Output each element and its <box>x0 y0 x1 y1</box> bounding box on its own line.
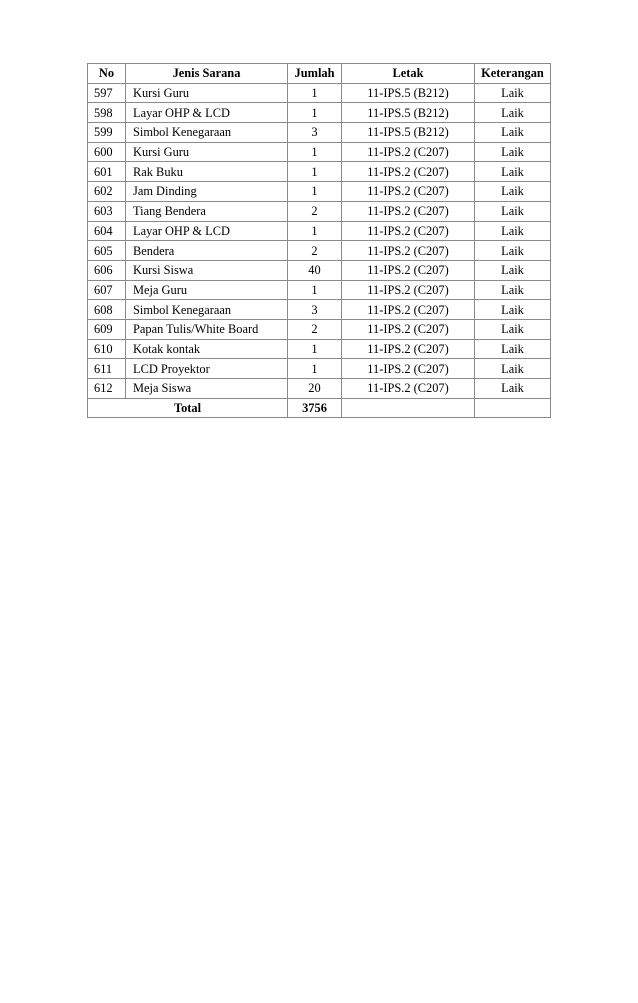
cell-no: 609 <box>88 319 126 339</box>
cell-no: 605 <box>88 241 126 261</box>
cell-no: 606 <box>88 260 126 280</box>
cell-keterangan: Laik <box>475 182 551 202</box>
cell-jumlah: 2 <box>288 241 342 261</box>
table-header-row <box>88 64 551 84</box>
cell-letak: 11-IPS.2 (C207) <box>342 379 475 399</box>
table-row <box>88 300 551 320</box>
cell-letak: 11-IPS.2 (C207) <box>342 339 475 359</box>
total-keterangan-empty <box>475 398 551 418</box>
cell-no: 612 <box>88 379 126 399</box>
cell-jumlah: 1 <box>288 162 342 182</box>
cell-keterangan: Laik <box>475 123 551 143</box>
table-row <box>88 280 551 300</box>
table-row <box>88 182 551 202</box>
cell-jenis-sarana: Kursi Guru <box>126 142 288 162</box>
cell-letak: 11-IPS.5 (B212) <box>342 123 475 143</box>
cell-jenis-sarana: Layar OHP & LCD <box>126 221 288 241</box>
header-jumlah: Jumlah <box>288 64 342 84</box>
cell-jumlah: 1 <box>288 359 342 379</box>
table-row <box>88 221 551 241</box>
header-letak: Letak <box>342 64 475 84</box>
cell-jumlah: 1 <box>288 221 342 241</box>
table-row <box>88 241 551 261</box>
cell-jumlah: 3 <box>288 300 342 320</box>
cell-jenis-sarana: Papan Tulis/White Board <box>126 319 288 339</box>
cell-jenis-sarana: Kursi Guru <box>126 83 288 103</box>
total-letak-empty <box>342 398 475 418</box>
header-jenis-sarana: Jenis Sarana <box>126 64 288 84</box>
cell-jumlah: 3 <box>288 123 342 143</box>
cell-no: 604 <box>88 221 126 241</box>
table-row <box>88 162 551 182</box>
table-row <box>88 359 551 379</box>
cell-jenis-sarana: Rak Buku <box>126 162 288 182</box>
cell-no: 610 <box>88 339 126 359</box>
cell-keterangan: Laik <box>475 339 551 359</box>
cell-no: 611 <box>88 359 126 379</box>
document-page <box>87 63 551 418</box>
cell-letak: 11-IPS.5 (B212) <box>342 103 475 123</box>
header-no: No <box>88 64 126 84</box>
cell-no: 597 <box>88 83 126 103</box>
total-value: 3756 <box>288 398 342 418</box>
cell-letak: 11-IPS.2 (C207) <box>342 280 475 300</box>
total-label: Total <box>88 398 288 418</box>
total-row <box>88 398 551 418</box>
table-row <box>88 142 551 162</box>
table-row <box>88 103 551 123</box>
cell-jenis-sarana: Meja Siswa <box>126 379 288 399</box>
cell-jenis-sarana: Kotak kontak <box>126 339 288 359</box>
cell-jumlah: 1 <box>288 103 342 123</box>
cell-no: 602 <box>88 182 126 202</box>
table-row <box>88 83 551 103</box>
table-row <box>88 379 551 399</box>
cell-jumlah: 1 <box>288 339 342 359</box>
table-row <box>88 339 551 359</box>
cell-letak: 11-IPS.2 (C207) <box>342 221 475 241</box>
cell-keterangan: Laik <box>475 260 551 280</box>
cell-jumlah: 2 <box>288 319 342 339</box>
cell-letak: 11-IPS.2 (C207) <box>342 300 475 320</box>
cell-jenis-sarana: Simbol Kenegaraan <box>126 123 288 143</box>
cell-jenis-sarana: Layar OHP & LCD <box>126 103 288 123</box>
cell-keterangan: Laik <box>475 300 551 320</box>
cell-keterangan: Laik <box>475 241 551 261</box>
cell-keterangan: Laik <box>475 319 551 339</box>
table-row <box>88 201 551 221</box>
cell-jenis-sarana: LCD Proyektor <box>126 359 288 379</box>
cell-letak: 11-IPS.5 (B212) <box>342 83 475 103</box>
cell-jenis-sarana: Meja Guru <box>126 280 288 300</box>
cell-letak: 11-IPS.2 (C207) <box>342 142 475 162</box>
cell-jenis-sarana: Kursi Siswa <box>126 260 288 280</box>
table-body <box>88 83 551 398</box>
cell-no: 603 <box>88 201 126 221</box>
inventory-table <box>87 63 551 418</box>
cell-letak: 11-IPS.2 (C207) <box>342 319 475 339</box>
cell-letak: 11-IPS.2 (C207) <box>342 260 475 280</box>
cell-letak: 11-IPS.2 (C207) <box>342 241 475 261</box>
cell-no: 608 <box>88 300 126 320</box>
header-keterangan: Keterangan <box>475 64 551 84</box>
cell-jenis-sarana: Bendera <box>126 241 288 261</box>
cell-jumlah: 40 <box>288 260 342 280</box>
cell-letak: 11-IPS.2 (C207) <box>342 359 475 379</box>
cell-jumlah: 1 <box>288 83 342 103</box>
cell-no: 598 <box>88 103 126 123</box>
cell-keterangan: Laik <box>475 379 551 399</box>
cell-no: 600 <box>88 142 126 162</box>
cell-letak: 11-IPS.2 (C207) <box>342 201 475 221</box>
cell-jenis-sarana: Tiang Bendera <box>126 201 288 221</box>
cell-jenis-sarana: Jam Dinding <box>126 182 288 202</box>
cell-jumlah: 20 <box>288 379 342 399</box>
cell-keterangan: Laik <box>475 103 551 123</box>
cell-jumlah: 1 <box>288 182 342 202</box>
cell-no: 601 <box>88 162 126 182</box>
cell-keterangan: Laik <box>475 359 551 379</box>
cell-keterangan: Laik <box>475 162 551 182</box>
cell-keterangan: Laik <box>475 221 551 241</box>
cell-keterangan: Laik <box>475 201 551 221</box>
cell-keterangan: Laik <box>475 142 551 162</box>
cell-letak: 11-IPS.2 (C207) <box>342 182 475 202</box>
cell-jumlah: 1 <box>288 280 342 300</box>
cell-no: 599 <box>88 123 126 143</box>
cell-letak: 11-IPS.2 (C207) <box>342 162 475 182</box>
cell-keterangan: Laik <box>475 83 551 103</box>
cell-no: 607 <box>88 280 126 300</box>
cell-jumlah: 1 <box>288 142 342 162</box>
table-row <box>88 260 551 280</box>
cell-jumlah: 2 <box>288 201 342 221</box>
table-row <box>88 319 551 339</box>
cell-jenis-sarana: Simbol Kenegaraan <box>126 300 288 320</box>
cell-keterangan: Laik <box>475 280 551 300</box>
table-row <box>88 123 551 143</box>
